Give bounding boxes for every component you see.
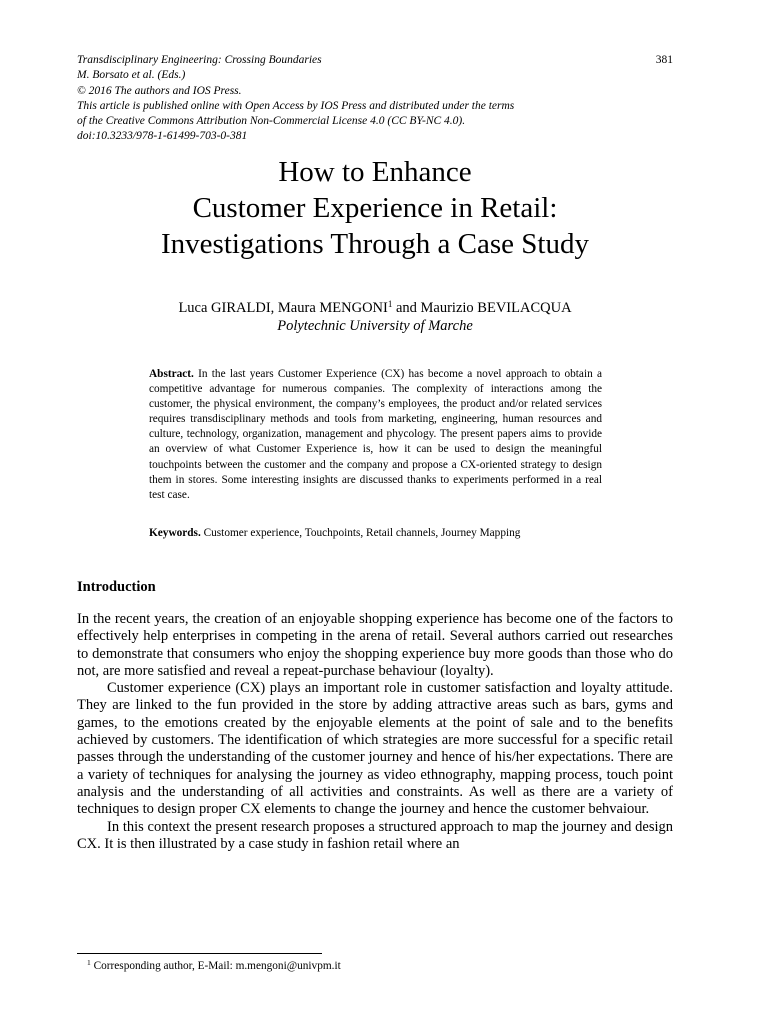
keywords-label: Keywords. <box>149 527 201 539</box>
abstract-label: Abstract. <box>149 368 194 380</box>
affiliation: Polytechnic University of Marche <box>277 318 473 334</box>
header-line-doi: doi:10.3233/978-1-61499-703-0-381 <box>77 130 248 143</box>
author-giraldi: Luca GIRALDI, <box>178 300 278 316</box>
paragraph-2: Customer experience (CX) plays an important role in customer satisfaction and loyalty attitude. They are linked to the fun provided in the store by adding attractive areas such as bars, gyms and games, to the emotions created by the enjoyable elements at the point of sale and to the benefits achieved by customers. The identification of which strategies are more successful for a specific retail passes through the understanding of the customer journey and hence of his/her expectations. There are a variety of techniques for analysing the journey as video ethnography, mapping process, touch point analysis and the understanding of all activities and constraints. As well as there are a variety of techniques to design proper CX elements to change the journey and hence the customer behvaiour. <box>77 680 673 818</box>
paragraph-1: In the recent years, the creation of an enjoyable shopping experience has become one of the factors to effectively help enterprises in competing in the arena of retail. Several authors carried out researches to demonstrate that consumers who enjoy the shopping experience buy more goods than those who do not, are more satisfied and reveal a repeat-purchase behaviour (loyalty). <box>77 611 673 679</box>
keywords <box>149 526 609 541</box>
footnote-number: 1 <box>87 958 91 967</box>
abstract-text: In the last years Customer Experience (CX) has become a novel approach to obtain a competitive advantage for numerous companies. The complexity of interactions among the customer, the physical environment, the company’s employees, the product and/or related services requires transdisciplinary methods and tools from marketing, engineering, human resources and culture, technology, organization, management and phycology. The present papers aims to provide an overview of what Customer Experience is, how it can be used to design the meaningful touchpoints between the customer and the company and propose a CX-oriented strategy to design them in stores. Some interesting insights are discussed thanks to experiments performed in a real test case. <box>149 368 602 501</box>
footnote-text: Corresponding author, E-Mail: m.mengoni@univpm.it <box>90 960 341 972</box>
body-text <box>77 611 673 853</box>
keywords-text: Customer experience, Touchpoints, Retail channels, Journey Mapping <box>200 527 521 539</box>
title-line-3: Investigations Through a Case Study <box>161 228 589 260</box>
footnote-marker: 1 <box>387 299 393 309</box>
author-mengoni: Maura MENGONI <box>277 300 388 316</box>
header-line-editors: M. Borsato et al. (Eds.) <box>77 69 186 82</box>
footnote-rule <box>77 953 322 954</box>
abstract <box>149 367 602 503</box>
section-heading: Introduction <box>77 579 156 595</box>
header-line-series: Transdisciplinary Engineering: Crossing Boundaries <box>77 54 322 66</box>
title-line-2: Customer Experience in Retail: <box>192 192 558 224</box>
paper-title <box>77 154 673 262</box>
author-bevilacqua: and Maurizio BEVILACQUA <box>392 300 572 316</box>
author-block <box>77 299 673 335</box>
title-line-1: How to Enhance <box>278 156 472 188</box>
header-line-license-2: of the Creative Commons Attribution Non-Commercial License 4.0 (CC BY-NC 4.0). <box>77 115 466 128</box>
footnote <box>87 959 587 974</box>
paragraph-3: In this context the present research proposes a structured approach to map the journey and design CX. It is then illustrated by a case study in fashion retail where an <box>77 818 673 852</box>
page-number: 381 <box>655 54 673 66</box>
header-line-license-1: This article is published online with Open Access by IOS Press and distributed under the terms <box>77 99 515 112</box>
author-list <box>77 299 673 317</box>
header-line-copyright: © 2016 The authors and IOS Press. <box>77 84 242 97</box>
running-header <box>77 53 673 145</box>
